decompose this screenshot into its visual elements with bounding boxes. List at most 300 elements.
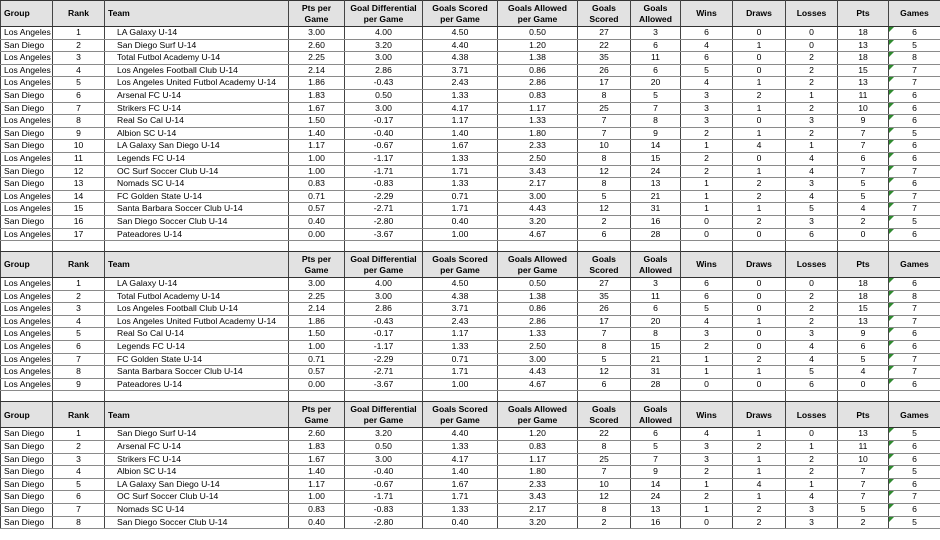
cell-pts[interactable]: 0	[838, 378, 889, 391]
column-header-goals-scored-per-game[interactable]: Goals Scored per Game	[423, 252, 498, 278]
cell-goals-scored[interactable]: 10	[578, 140, 631, 153]
cell-pts[interactable]: 10	[838, 453, 889, 466]
cell-losses[interactable]: 2	[786, 77, 838, 90]
cell-goals-allowed[interactable]: 28	[631, 228, 681, 241]
cell-group[interactable]: San Diego	[1, 165, 53, 178]
cell-goals-allowed-per-game[interactable]: 2.50	[498, 341, 578, 354]
cell-goals-allowed-per-game[interactable]: 4.43	[498, 203, 578, 216]
column-header-goal-diff-per-game[interactable]: Goal Differential per Game	[345, 402, 423, 428]
cell-pts-per-game[interactable]: 1.50	[289, 328, 345, 341]
empty-cell[interactable]	[498, 391, 578, 402]
cell-rank[interactable]: 8	[53, 366, 105, 379]
cell-losses[interactable]: 5	[786, 203, 838, 216]
cell-wins[interactable]: 1	[681, 504, 733, 517]
cell-goal-diff-per-game[interactable]: 2.86	[345, 303, 423, 316]
cell-games[interactable]: 6	[889, 453, 940, 466]
cell-draws[interactable]: 0	[733, 52, 786, 65]
cell-goals-scored-per-game[interactable]: 4.38	[423, 52, 498, 65]
cell-wins[interactable]: 1	[681, 190, 733, 203]
cell-goal-diff-per-game[interactable]: -0.67	[345, 140, 423, 153]
cell-losses[interactable]: 4	[786, 152, 838, 165]
cell-goals-scored-per-game[interactable]: 2.43	[423, 315, 498, 328]
cell-rank[interactable]: 8	[53, 516, 105, 529]
cell-pts[interactable]: 10	[838, 102, 889, 115]
cell-team[interactable]: Legends FC U-14	[105, 341, 289, 354]
cell-goals-allowed[interactable]: 20	[631, 315, 681, 328]
cell-goals-scored[interactable]: 5	[578, 190, 631, 203]
cell-pts[interactable]: 11	[838, 441, 889, 454]
cell-rank[interactable]: 14	[53, 190, 105, 203]
cell-goals-scored[interactable]: 26	[578, 64, 631, 77]
cell-team[interactable]: OC Surf Soccer Club U-14	[105, 491, 289, 504]
cell-goals-scored[interactable]: 2	[578, 516, 631, 529]
cell-pts-per-game[interactable]: 0.71	[289, 353, 345, 366]
cell-wins[interactable]: 2	[681, 491, 733, 504]
empty-cell[interactable]	[289, 241, 345, 252]
cell-losses[interactable]: 6	[786, 228, 838, 241]
cell-wins[interactable]: 1	[681, 478, 733, 491]
cell-pts-per-game[interactable]: 1.40	[289, 466, 345, 479]
cell-group[interactable]: Los Angeles	[1, 52, 53, 65]
cell-draws[interactable]: 1	[733, 491, 786, 504]
cell-pts-per-game[interactable]: 2.14	[289, 303, 345, 316]
cell-goals-scored[interactable]: 26	[578, 303, 631, 316]
cell-losses[interactable]: 2	[786, 102, 838, 115]
cell-goals-scored-per-game[interactable]: 1.71	[423, 491, 498, 504]
cell-pts-per-game[interactable]: 3.00	[289, 278, 345, 291]
cell-goal-diff-per-game[interactable]: -0.83	[345, 504, 423, 517]
cell-games[interactable]: 6	[889, 178, 940, 191]
cell-goal-diff-per-game[interactable]: 4.00	[345, 278, 423, 291]
cell-goals-scored-per-game[interactable]: 1.33	[423, 441, 498, 454]
cell-wins[interactable]: 3	[681, 89, 733, 102]
cell-wins[interactable]: 6	[681, 52, 733, 65]
cell-goals-scored[interactable]: 7	[578, 328, 631, 341]
cell-goals-allowed[interactable]: 8	[631, 328, 681, 341]
cell-group[interactable]: San Diego	[1, 428, 53, 441]
cell-wins[interactable]: 1	[681, 203, 733, 216]
cell-goals-allowed[interactable]: 16	[631, 215, 681, 228]
cell-goals-scored[interactable]: 10	[578, 478, 631, 491]
cell-pts[interactable]: 6	[838, 341, 889, 354]
cell-goals-allowed-per-game[interactable]: 1.33	[498, 328, 578, 341]
cell-goals-scored[interactable]: 12	[578, 165, 631, 178]
cell-goal-diff-per-game[interactable]: -1.17	[345, 152, 423, 165]
cell-group[interactable]: Los Angeles	[1, 228, 53, 241]
column-header-pts[interactable]: Pts	[838, 1, 889, 27]
cell-pts[interactable]: 5	[838, 190, 889, 203]
cell-wins[interactable]: 4	[681, 315, 733, 328]
cell-team[interactable]: LA Galaxy San Diego U-14	[105, 140, 289, 153]
cell-goals-allowed[interactable]: 16	[631, 516, 681, 529]
cell-pts[interactable]: 18	[838, 52, 889, 65]
empty-cell[interactable]	[105, 241, 289, 252]
cell-draws[interactable]: 2	[733, 353, 786, 366]
cell-goals-scored[interactable]: 8	[578, 441, 631, 454]
column-header-group[interactable]: Group	[1, 402, 53, 428]
cell-group[interactable]: Los Angeles	[1, 366, 53, 379]
cell-draws[interactable]: 1	[733, 165, 786, 178]
cell-goal-diff-per-game[interactable]: -0.83	[345, 178, 423, 191]
cell-draws[interactable]: 2	[733, 504, 786, 517]
cell-group[interactable]: San Diego	[1, 39, 53, 52]
cell-losses[interactable]: 3	[786, 328, 838, 341]
cell-draws[interactable]: 0	[733, 64, 786, 77]
cell-group[interactable]: San Diego	[1, 102, 53, 115]
cell-goals-allowed[interactable]: 15	[631, 152, 681, 165]
cell-losses[interactable]: 0	[786, 39, 838, 52]
cell-games[interactable]: 6	[889, 102, 940, 115]
cell-pts[interactable]: 5	[838, 353, 889, 366]
column-header-pts-per-game[interactable]: Pts per Game	[289, 252, 345, 278]
cell-team[interactable]: San Diego Soccer Club U-14	[105, 215, 289, 228]
cell-rank[interactable]: 11	[53, 152, 105, 165]
empty-cell[interactable]	[53, 391, 105, 402]
cell-wins[interactable]: 2	[681, 466, 733, 479]
cell-pts[interactable]: 5	[838, 178, 889, 191]
cell-goals-scored-per-game[interactable]: 4.17	[423, 453, 498, 466]
empty-cell[interactable]	[838, 241, 889, 252]
column-header-goals-allowed[interactable]: Goals Allowed	[631, 402, 681, 428]
cell-group[interactable]: Los Angeles	[1, 315, 53, 328]
cell-pts[interactable]: 2	[838, 516, 889, 529]
cell-rank[interactable]: 12	[53, 165, 105, 178]
cell-goals-allowed-per-game[interactable]: 2.33	[498, 140, 578, 153]
cell-goals-scored[interactable]: 22	[578, 428, 631, 441]
cell-rank[interactable]: 5	[53, 328, 105, 341]
cell-goals-allowed-per-game[interactable]: 4.67	[498, 228, 578, 241]
cell-team[interactable]: Los Angeles United Futbol Academy U-14	[105, 315, 289, 328]
cell-goals-scored-per-game[interactable]: 1.00	[423, 378, 498, 391]
cell-goals-allowed[interactable]: 7	[631, 102, 681, 115]
cell-group[interactable]: San Diego	[1, 89, 53, 102]
cell-goals-scored[interactable]: 27	[578, 27, 631, 40]
column-header-goals-allowed-per-game[interactable]: Goals Allowed per Game	[498, 1, 578, 27]
cell-rank[interactable]: 1	[53, 428, 105, 441]
cell-goals-scored-per-game[interactable]: 1.71	[423, 165, 498, 178]
cell-draws[interactable]: 0	[733, 378, 786, 391]
cell-draws[interactable]: 0	[733, 303, 786, 316]
cell-team[interactable]: Real So Cal U-14	[105, 115, 289, 128]
cell-rank[interactable]: 1	[53, 278, 105, 291]
cell-games[interactable]: 7	[889, 165, 940, 178]
cell-games[interactable]: 5	[889, 428, 940, 441]
cell-rank[interactable]: 3	[53, 303, 105, 316]
cell-goals-allowed-per-game[interactable]: 1.33	[498, 115, 578, 128]
cell-pts-per-game[interactable]: 0.83	[289, 178, 345, 191]
cell-draws[interactable]: 0	[733, 341, 786, 354]
cell-goals-scored[interactable]: 25	[578, 102, 631, 115]
cell-group[interactable]: Los Angeles	[1, 341, 53, 354]
cell-goals-allowed-per-game[interactable]: 2.50	[498, 152, 578, 165]
cell-group[interactable]: San Diego	[1, 453, 53, 466]
cell-pts-per-game[interactable]: 1.50	[289, 115, 345, 128]
cell-goals-allowed-per-game[interactable]: 0.50	[498, 27, 578, 40]
cell-goals-allowed[interactable]: 14	[631, 140, 681, 153]
cell-losses[interactable]: 3	[786, 115, 838, 128]
cell-games[interactable]: 6	[889, 504, 940, 517]
column-header-goals-scored[interactable]: Goals Scored	[578, 1, 631, 27]
cell-draws[interactable]: 0	[733, 27, 786, 40]
cell-draws[interactable]: 0	[733, 290, 786, 303]
column-header-team[interactable]: Team	[105, 402, 289, 428]
cell-group[interactable]: San Diego	[1, 215, 53, 228]
cell-draws[interactable]: 4	[733, 478, 786, 491]
cell-goal-diff-per-game[interactable]: 3.00	[345, 102, 423, 115]
cell-pts-per-game[interactable]: 0.57	[289, 203, 345, 216]
cell-group[interactable]: San Diego	[1, 178, 53, 191]
cell-group[interactable]: San Diego	[1, 140, 53, 153]
cell-draws[interactable]: 1	[733, 453, 786, 466]
cell-team[interactable]: San Diego Surf U-14	[105, 39, 289, 52]
cell-goals-scored-per-game[interactable]: 1.33	[423, 89, 498, 102]
column-header-wins[interactable]: Wins	[681, 402, 733, 428]
cell-goals-scored[interactable]: 8	[578, 504, 631, 517]
cell-goals-allowed-per-game[interactable]: 4.43	[498, 366, 578, 379]
cell-pts-per-game[interactable]: 1.67	[289, 102, 345, 115]
cell-rank[interactable]: 9	[53, 378, 105, 391]
cell-pts[interactable]: 9	[838, 328, 889, 341]
cell-goals-scored-per-game[interactable]: 0.71	[423, 353, 498, 366]
cell-goal-diff-per-game[interactable]: 0.50	[345, 89, 423, 102]
cell-group[interactable]: Los Angeles	[1, 303, 53, 316]
cell-losses[interactable]: 3	[786, 215, 838, 228]
cell-goals-allowed-per-game[interactable]: 2.17	[498, 504, 578, 517]
cell-pts-per-game[interactable]: 1.86	[289, 315, 345, 328]
empty-cell[interactable]	[53, 241, 105, 252]
cell-wins[interactable]: 3	[681, 453, 733, 466]
cell-goal-diff-per-game[interactable]: 3.20	[345, 428, 423, 441]
cell-goals-scored[interactable]: 5	[578, 353, 631, 366]
cell-group[interactable]: San Diego	[1, 127, 53, 140]
cell-group[interactable]: San Diego	[1, 478, 53, 491]
cell-rank[interactable]: 10	[53, 140, 105, 153]
cell-pts[interactable]: 4	[838, 203, 889, 216]
cell-goals-allowed-per-game[interactable]: 3.43	[498, 491, 578, 504]
cell-draws[interactable]: 2	[733, 178, 786, 191]
empty-cell[interactable]	[681, 241, 733, 252]
cell-pts[interactable]: 5	[838, 504, 889, 517]
cell-losses[interactable]: 2	[786, 466, 838, 479]
cell-team[interactable]: Albion SC U-14	[105, 466, 289, 479]
cell-wins[interactable]: 6	[681, 290, 733, 303]
cell-goals-scored-per-game[interactable]: 1.71	[423, 366, 498, 379]
cell-losses[interactable]: 2	[786, 453, 838, 466]
cell-goals-scored-per-game[interactable]: 1.00	[423, 228, 498, 241]
column-header-group[interactable]: Group	[1, 1, 53, 27]
cell-wins[interactable]: 0	[681, 228, 733, 241]
cell-team[interactable]: Total Futbol Academy U-14	[105, 52, 289, 65]
cell-losses[interactable]: 1	[786, 89, 838, 102]
cell-goals-scored-per-game[interactable]: 1.33	[423, 178, 498, 191]
cell-rank[interactable]: 5	[53, 77, 105, 90]
cell-wins[interactable]: 1	[681, 366, 733, 379]
cell-team[interactable]: Santa Barbara Soccer Club U-14	[105, 366, 289, 379]
cell-group[interactable]: Los Angeles	[1, 64, 53, 77]
cell-pts-per-game[interactable]: 0.57	[289, 366, 345, 379]
cell-rank[interactable]: 8	[53, 115, 105, 128]
cell-team[interactable]: FC Golden State U-14	[105, 190, 289, 203]
cell-wins[interactable]: 4	[681, 77, 733, 90]
cell-pts[interactable]: 6	[838, 152, 889, 165]
column-header-losses[interactable]: Losses	[786, 252, 838, 278]
cell-games[interactable]: 6	[889, 228, 940, 241]
column-header-pts[interactable]: Pts	[838, 402, 889, 428]
cell-rank[interactable]: 6	[53, 341, 105, 354]
cell-losses[interactable]: 4	[786, 353, 838, 366]
cell-goals-scored[interactable]: 2	[578, 215, 631, 228]
cell-games[interactable]: 7	[889, 64, 940, 77]
cell-pts[interactable]: 7	[838, 491, 889, 504]
cell-goals-allowed-per-game[interactable]: 1.17	[498, 102, 578, 115]
cell-goals-scored[interactable]: 17	[578, 315, 631, 328]
cell-goals-allowed[interactable]: 15	[631, 341, 681, 354]
cell-goal-diff-per-game[interactable]: -2.80	[345, 215, 423, 228]
cell-rank[interactable]: 1	[53, 27, 105, 40]
cell-wins[interactable]: 5	[681, 64, 733, 77]
empty-cell[interactable]	[345, 391, 423, 402]
cell-games[interactable]: 5	[889, 466, 940, 479]
cell-goals-scored[interactable]: 35	[578, 52, 631, 65]
cell-rank[interactable]: 4	[53, 64, 105, 77]
cell-games[interactable]: 7	[889, 353, 940, 366]
cell-pts[interactable]: 4	[838, 366, 889, 379]
cell-goals-allowed[interactable]: 9	[631, 127, 681, 140]
cell-goals-allowed-per-game[interactable]: 2.17	[498, 178, 578, 191]
empty-cell[interactable]	[105, 391, 289, 402]
cell-wins[interactable]: 1	[681, 178, 733, 191]
cell-wins[interactable]: 2	[681, 127, 733, 140]
empty-cell[interactable]	[1, 241, 53, 252]
cell-pts-per-game[interactable]: 1.00	[289, 152, 345, 165]
column-header-goals-scored[interactable]: Goals Scored	[578, 252, 631, 278]
empty-cell[interactable]	[498, 241, 578, 252]
cell-team[interactable]: LA Galaxy San Diego U-14	[105, 478, 289, 491]
cell-pts[interactable]: 9	[838, 115, 889, 128]
cell-goals-scored[interactable]: 22	[578, 39, 631, 52]
cell-goal-diff-per-game[interactable]: 0.50	[345, 441, 423, 454]
empty-cell[interactable]	[889, 241, 940, 252]
cell-goals-allowed-per-game[interactable]: 1.38	[498, 290, 578, 303]
cell-losses[interactable]: 0	[786, 278, 838, 291]
cell-wins[interactable]: 3	[681, 328, 733, 341]
cell-team[interactable]: FC Golden State U-14	[105, 353, 289, 366]
cell-losses[interactable]: 3	[786, 504, 838, 517]
cell-losses[interactable]: 1	[786, 140, 838, 153]
cell-games[interactable]: 6	[889, 140, 940, 153]
column-header-goal-diff-per-game[interactable]: Goal Differential per Game	[345, 1, 423, 27]
cell-team[interactable]: Pateadores U-14	[105, 378, 289, 391]
cell-goals-scored-per-game[interactable]: 3.71	[423, 64, 498, 77]
cell-rank[interactable]: 17	[53, 228, 105, 241]
cell-rank[interactable]: 2	[53, 290, 105, 303]
cell-goals-scored-per-game[interactable]: 1.17	[423, 328, 498, 341]
cell-goals-allowed[interactable]: 31	[631, 366, 681, 379]
cell-goal-diff-per-game[interactable]: 3.00	[345, 453, 423, 466]
cell-losses[interactable]: 2	[786, 127, 838, 140]
cell-group[interactable]: Los Angeles	[1, 27, 53, 40]
cell-goals-scored[interactable]: 7	[578, 115, 631, 128]
cell-pts[interactable]: 13	[838, 428, 889, 441]
cell-team[interactable]: Legends FC U-14	[105, 152, 289, 165]
cell-pts-per-game[interactable]: 1.00	[289, 341, 345, 354]
cell-goals-scored[interactable]: 8	[578, 341, 631, 354]
cell-goals-scored[interactable]: 8	[578, 178, 631, 191]
cell-wins[interactable]: 4	[681, 39, 733, 52]
cell-wins[interactable]: 1	[681, 140, 733, 153]
cell-goals-scored-per-game[interactable]: 4.40	[423, 39, 498, 52]
cell-goals-scored-per-game[interactable]: 4.17	[423, 102, 498, 115]
cell-goals-allowed-per-game[interactable]: 1.17	[498, 453, 578, 466]
column-header-goals-scored-per-game[interactable]: Goals Scored per Game	[423, 1, 498, 27]
cell-losses[interactable]: 5	[786, 366, 838, 379]
cell-wins[interactable]: 3	[681, 102, 733, 115]
cell-losses[interactable]: 0	[786, 428, 838, 441]
cell-rank[interactable]: 13	[53, 178, 105, 191]
cell-pts[interactable]: 7	[838, 165, 889, 178]
cell-goals-allowed-per-game[interactable]: 3.43	[498, 165, 578, 178]
cell-group[interactable]: San Diego	[1, 466, 53, 479]
cell-goals-scored[interactable]: 7	[578, 127, 631, 140]
cell-goal-diff-per-game[interactable]: -0.40	[345, 127, 423, 140]
cell-wins[interactable]: 2	[681, 152, 733, 165]
cell-losses[interactable]: 4	[786, 491, 838, 504]
empty-cell[interactable]	[889, 391, 940, 402]
cell-rank[interactable]: 3	[53, 453, 105, 466]
cell-goal-diff-per-game[interactable]: 4.00	[345, 27, 423, 40]
cell-draws[interactable]: 4	[733, 140, 786, 153]
cell-rank[interactable]: 3	[53, 52, 105, 65]
cell-goal-diff-per-game[interactable]: -2.80	[345, 516, 423, 529]
cell-games[interactable]: 6	[889, 115, 940, 128]
column-header-goals-allowed-per-game[interactable]: Goals Allowed per Game	[498, 252, 578, 278]
cell-team[interactable]: Nomads SC U-14	[105, 504, 289, 517]
cell-goals-scored-per-game[interactable]: 0.40	[423, 215, 498, 228]
cell-pts[interactable]: 13	[838, 315, 889, 328]
cell-losses[interactable]: 4	[786, 165, 838, 178]
cell-draws[interactable]: 1	[733, 102, 786, 115]
column-header-team[interactable]: Team	[105, 252, 289, 278]
cell-games[interactable]: 7	[889, 491, 940, 504]
empty-cell[interactable]	[733, 241, 786, 252]
cell-pts[interactable]: 11	[838, 89, 889, 102]
cell-pts-per-game[interactable]: 0.83	[289, 504, 345, 517]
cell-draws[interactable]: 2	[733, 215, 786, 228]
cell-games[interactable]: 8	[889, 52, 940, 65]
cell-draws[interactable]: 1	[733, 315, 786, 328]
column-header-group[interactable]: Group	[1, 252, 53, 278]
column-header-games[interactable]: Games	[889, 252, 940, 278]
cell-losses[interactable]: 1	[786, 478, 838, 491]
cell-team[interactable]: Arsenal FC U-14	[105, 441, 289, 454]
cell-draws[interactable]: 2	[733, 516, 786, 529]
cell-team[interactable]: Strikers FC U-14	[105, 102, 289, 115]
cell-goals-allowed[interactable]: 11	[631, 52, 681, 65]
cell-goals-allowed-per-game[interactable]: 3.00	[498, 190, 578, 203]
cell-goals-scored[interactable]: 35	[578, 290, 631, 303]
cell-goals-scored-per-game[interactable]: 0.71	[423, 190, 498, 203]
cell-team[interactable]: OC Surf Soccer Club U-14	[105, 165, 289, 178]
column-header-wins[interactable]: Wins	[681, 1, 733, 27]
column-header-games[interactable]: Games	[889, 1, 940, 27]
cell-goals-allowed[interactable]: 24	[631, 491, 681, 504]
cell-group[interactable]: Los Angeles	[1, 77, 53, 90]
empty-cell[interactable]	[838, 391, 889, 402]
column-header-goals-scored-per-game[interactable]: Goals Scored per Game	[423, 402, 498, 428]
cell-losses[interactable]: 1	[786, 441, 838, 454]
cell-wins[interactable]: 4	[681, 428, 733, 441]
cell-team[interactable]: San Diego Soccer Club U-14	[105, 516, 289, 529]
